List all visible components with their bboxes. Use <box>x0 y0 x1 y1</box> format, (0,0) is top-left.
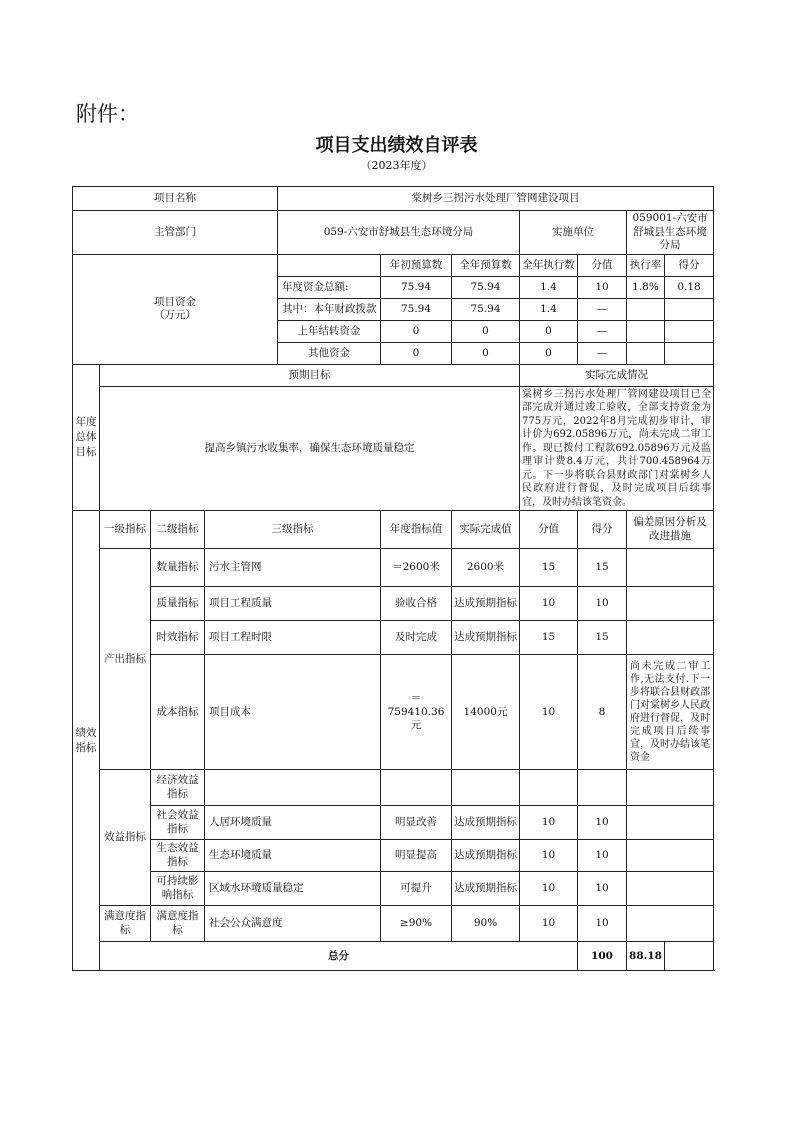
level3: 项目工程时限 <box>205 621 381 655</box>
target: ＝2600米 <box>381 549 452 587</box>
perf-header: 二级指标 <box>151 511 205 549</box>
benefit-indicator-label: 效益指标 <box>100 770 151 906</box>
score-max: 10 <box>520 840 578 872</box>
perf-header: 偏差原因分析及改进措施 <box>627 511 714 549</box>
score: 10 <box>578 872 627 906</box>
score: 15 <box>578 549 627 587</box>
dept-value: 059-六安市舒城县生态环境分局 <box>278 211 520 255</box>
score-max: 10 <box>520 587 578 621</box>
actual: 达成预期指标 <box>452 872 520 906</box>
total-label: 总分 <box>100 942 578 971</box>
unit-value: 059001-六安市舒城县生态环境分局 <box>627 211 714 255</box>
deviation <box>627 621 714 655</box>
funds-cell: 10 <box>578 276 627 298</box>
perf-header: 分值 <box>520 511 578 549</box>
actual-result: 棠树乡三拐污水处理厂管网建设项目已全部完成并通过竣工验收，全部支持资金为775万元，2022年8月完成初步审计，审计价为692.05896万元，尚未完成二审工作。现已拨付工程款692.05896万元及监理审计费8.4万元，共计700.458964万元。下一步将联合县财政部门对棠树乡人民政府进行督促，及时完成项目后续事宜，及时办结该笔资金。 <box>520 386 714 511</box>
perf-header: 年度指标值 <box>381 511 452 549</box>
perf-header: 三级指标 <box>205 511 381 549</box>
attachment-label: 附件： <box>76 102 139 126</box>
funds-header: 全年执行数 <box>520 254 578 276</box>
level3: 污水主管网 <box>205 549 381 587</box>
level3 <box>205 770 381 806</box>
funds-cell: 1.8% <box>627 276 665 298</box>
funds-cell: 0 <box>520 342 578 364</box>
funds-cell: — <box>578 320 627 342</box>
funds-cell: — <box>578 342 627 364</box>
funds-header: 分值 <box>578 254 627 276</box>
level3: 区域水环境质量稳定 <box>205 872 381 906</box>
funds-cell: 0 <box>381 320 452 342</box>
score-max: 10 <box>520 906 578 942</box>
dept-label: 主管部门 <box>73 211 278 255</box>
funds-cell <box>665 320 714 342</box>
funds-label-line2: （万元） <box>154 309 196 322</box>
level2: 满意度指标 <box>151 906 205 942</box>
deviation <box>627 770 714 806</box>
self-evaluation-table <box>72 186 714 971</box>
funds-cell: 1.4 <box>520 276 578 298</box>
score: 10 <box>578 806 627 840</box>
total-score-max: 100 <box>578 942 627 971</box>
level3: 生态环境质量 <box>205 840 381 872</box>
score: 10 <box>578 906 627 942</box>
actual: 达成预期指标 <box>452 587 520 621</box>
level3: 人居环境质量 <box>205 806 381 840</box>
score-max: 15 <box>520 621 578 655</box>
project-name-label: 项目名称 <box>73 187 278 211</box>
deviation <box>627 549 714 587</box>
score <box>578 770 627 806</box>
score: 8 <box>578 655 627 770</box>
actual: 2600米 <box>452 549 520 587</box>
expected-goal: 提高乡镇污水收集率，确保生态环境质量稳定 <box>100 386 520 511</box>
funds-row-label: 年度资金总额: <box>278 276 381 298</box>
actual-result-header: 实际完成情况 <box>520 364 714 386</box>
target: 验收合格 <box>381 587 452 621</box>
level2: 成本指标 <box>151 655 205 770</box>
funds-header-blank <box>278 254 381 276</box>
score-max: 10 <box>520 655 578 770</box>
unit-label: 实施单位 <box>520 211 627 255</box>
funds-label-line1: 项目资金 <box>154 295 196 308</box>
funds-cell <box>627 342 665 364</box>
actual: 达成预期指标 <box>452 840 520 872</box>
target <box>381 770 452 806</box>
score: 15 <box>578 621 627 655</box>
funds-cell <box>627 320 665 342</box>
year-subtitle: （2023年度） <box>360 159 433 172</box>
funds-cell <box>665 298 714 320</box>
satisfaction-indicator-label: 满意度指标 <box>100 906 151 942</box>
score-max <box>520 770 578 806</box>
funds-cell <box>665 342 714 364</box>
level3: 项目工程质量 <box>205 587 381 621</box>
funds-cell: 75.94 <box>381 276 452 298</box>
performance-label: 绩效指标 <box>73 511 100 971</box>
funds-row-label: 其中：本年财政拨款 <box>278 298 381 320</box>
level2: 数量指标 <box>151 549 205 587</box>
level3: 项目成本 <box>205 655 381 770</box>
funds-header: 得分 <box>665 254 714 276</box>
deviation <box>627 806 714 840</box>
funds-cell: 75.94 <box>381 298 452 320</box>
level2: 可持续影响指标 <box>151 872 205 906</box>
deviation <box>627 840 714 872</box>
perf-header: 一级指标 <box>100 511 151 549</box>
funds-cell: 75.94 <box>452 276 520 298</box>
funds-header: 年初预算数 <box>381 254 452 276</box>
output-indicator-label: 产出指标 <box>100 549 151 770</box>
funds-row-label: 其他资金 <box>278 342 381 364</box>
funds-cell: 0 <box>520 320 578 342</box>
annual-goal-label: 年度总体目标 <box>73 364 100 511</box>
funds-cell: 0 <box>381 342 452 364</box>
actual: 90% <box>452 906 520 942</box>
deviation <box>627 872 714 906</box>
page-title: 项目支出绩效自评表 <box>315 135 478 156</box>
total-deviation <box>665 942 714 971</box>
funds-row-label: 上年结转资金 <box>278 320 381 342</box>
level2: 经济效益指标 <box>151 770 205 806</box>
funds-label <box>73 254 278 364</box>
funds-header: 全年预算数 <box>452 254 520 276</box>
funds-cell: 0 <box>452 320 520 342</box>
level2: 社会效益指标 <box>151 806 205 840</box>
level2: 质量指标 <box>151 587 205 621</box>
actual <box>452 770 520 806</box>
perf-header: 得分 <box>578 511 627 549</box>
target: 明显提高 <box>381 840 452 872</box>
target: 明显改善 <box>381 806 452 840</box>
deviation: 尚未完成二审工作,无法支付.下一步将联合县财政部门对棠树乡人民政府进行督促，及时完成项目后续事宜，及时办结该笔资金 <box>627 655 714 770</box>
deviation <box>627 587 714 621</box>
actual: 达成预期指标 <box>452 806 520 840</box>
score-max: 10 <box>520 806 578 840</box>
expected-goal-header: 预期目标 <box>100 364 520 386</box>
total-score: 88.18 <box>627 942 665 971</box>
funds-cell: 0.18 <box>665 276 714 298</box>
actual: 达成预期指标 <box>452 621 520 655</box>
target: ≥90% <box>381 906 452 942</box>
score: 10 <box>578 587 627 621</box>
funds-header: 执行率 <box>627 254 665 276</box>
project-name: 棠树乡三拐污水处理厂管网建设项目 <box>278 187 714 211</box>
target: 及时完成 <box>381 621 452 655</box>
level3: 社会公众满意度 <box>205 906 381 942</box>
funds-cell <box>627 298 665 320</box>
actual: 14000元 <box>452 655 520 770</box>
target: 可提升 <box>381 872 452 906</box>
perf-header: 实际完成值 <box>452 511 520 549</box>
score-max: 15 <box>520 549 578 587</box>
target: ＝759410.36元 <box>381 655 452 770</box>
level2: 生态效益指标 <box>151 840 205 872</box>
score: 10 <box>578 840 627 872</box>
funds-cell: 1.4 <box>520 298 578 320</box>
funds-cell: 0 <box>452 342 520 364</box>
score-max: 10 <box>520 872 578 906</box>
level2: 时效指标 <box>151 621 205 655</box>
deviation <box>627 906 714 942</box>
funds-cell: — <box>578 298 627 320</box>
funds-cell: 75.94 <box>452 298 520 320</box>
